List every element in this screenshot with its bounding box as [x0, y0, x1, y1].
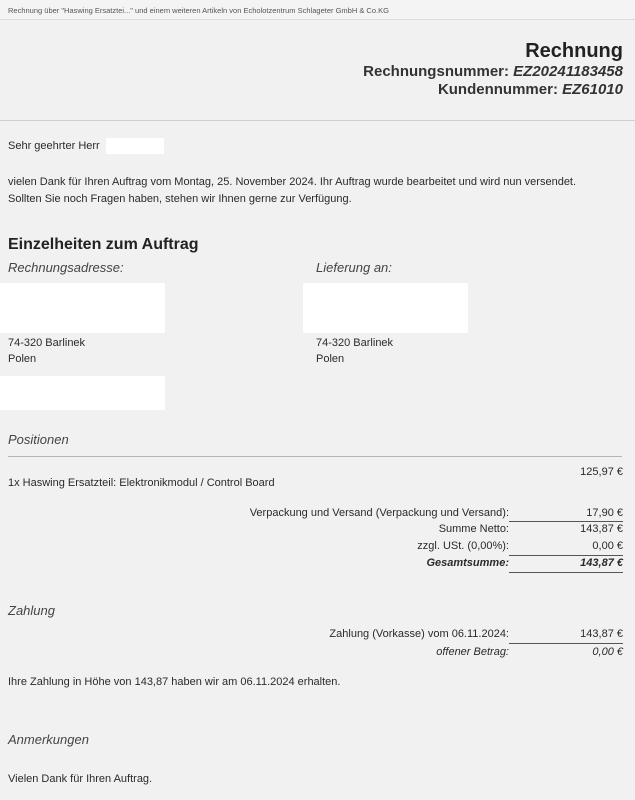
shipping-country: Polen	[316, 353, 345, 365]
shipping-address-label: Lieferung an:	[316, 260, 392, 275]
shipping-city: 74-320 Barlinek	[316, 337, 394, 349]
total-value: 143,87 €	[580, 557, 623, 569]
payment-underline	[509, 643, 623, 644]
customer-number-label: Kundennummer:	[437, 81, 558, 98]
invoice-header	[363, 40, 623, 99]
invoice-number: EZ20241183458	[513, 63, 623, 80]
open-amount-value: 0,00 €	[592, 646, 623, 658]
remarks-text: Vielen Dank für Ihren Auftrag.	[8, 773, 153, 785]
open-amount-label: offener Betrag:	[436, 646, 509, 658]
details-heading: Einzelheiten zum Auftrag	[8, 236, 199, 253]
customer-number-line	[363, 81, 623, 99]
tax-value: 0,00 €	[592, 540, 623, 552]
intro-line-2: Sollten Sie noch Fragen haben, stehen wir Ihnen gerne zur Verfügung.	[8, 193, 352, 205]
intro-line-1: vielen Dank für Ihren Auftrag vom Montag, 25. November 2024. Ihr Auftrag wurde bearbeitet und wird nun versendet.	[8, 176, 577, 188]
tax-underline	[509, 555, 623, 556]
payment-heading: Zahlung	[8, 603, 55, 618]
document-title: Rechnung	[525, 40, 623, 62]
shipping-cost-label: Verpackung und Versand (Verpackung und Versand):	[249, 507, 509, 519]
total-underline	[509, 572, 623, 573]
payment-line-label: Zahlung (Vorkasse) vom 06.11.2024:	[329, 628, 509, 640]
net-sum-label: Summe Netto:	[438, 523, 509, 535]
header-divider	[0, 120, 635, 121]
billing-country: Polen	[8, 353, 37, 365]
redacted-billing-extra	[0, 376, 165, 410]
item-description: 1x Haswing Ersatzteil: Elektronikmodul / Control Board	[8, 477, 275, 489]
payment-line-value: 143,87 €	[580, 628, 623, 640]
total-label: Gesamtsumme:	[426, 557, 509, 569]
remarks-heading: Anmerkungen	[8, 732, 89, 747]
redacted-name	[106, 138, 164, 154]
billing-address-label: Rechnungsadresse:	[8, 260, 124, 275]
positions-divider	[8, 456, 622, 457]
customer-number: EZ61010	[562, 81, 623, 98]
redacted-shipping-address	[303, 283, 468, 333]
positions-heading: Positionen	[8, 432, 69, 447]
payment-note: Ihre Zahlung in Höhe von 143,87 haben wir am 06.11.2024 erhalten.	[8, 676, 341, 688]
invoice-number-line	[363, 63, 623, 81]
email-subject-bar: Rechnung über "Haswing Ersatztei..." und einem weiteren Artikeln von Echolotzentrum Schlageter GmbH & Co.KG	[0, 0, 635, 20]
shipping-cost-value: 17,90 €	[586, 507, 623, 519]
tax-label: zzgl. USt. (0,00%):	[417, 540, 509, 552]
subtotal-underline	[509, 521, 623, 522]
greeting: Sehr geehrter Herr	[8, 140, 100, 152]
intro-text	[8, 174, 576, 208]
item-price: 125,97 €	[580, 466, 623, 478]
net-sum-value: 143,87 €	[580, 523, 623, 535]
invoice-number-label: Rechnungsnummer:	[363, 63, 509, 80]
redacted-billing-address	[0, 283, 165, 333]
billing-city: 74-320 Barlinek	[8, 337, 86, 349]
